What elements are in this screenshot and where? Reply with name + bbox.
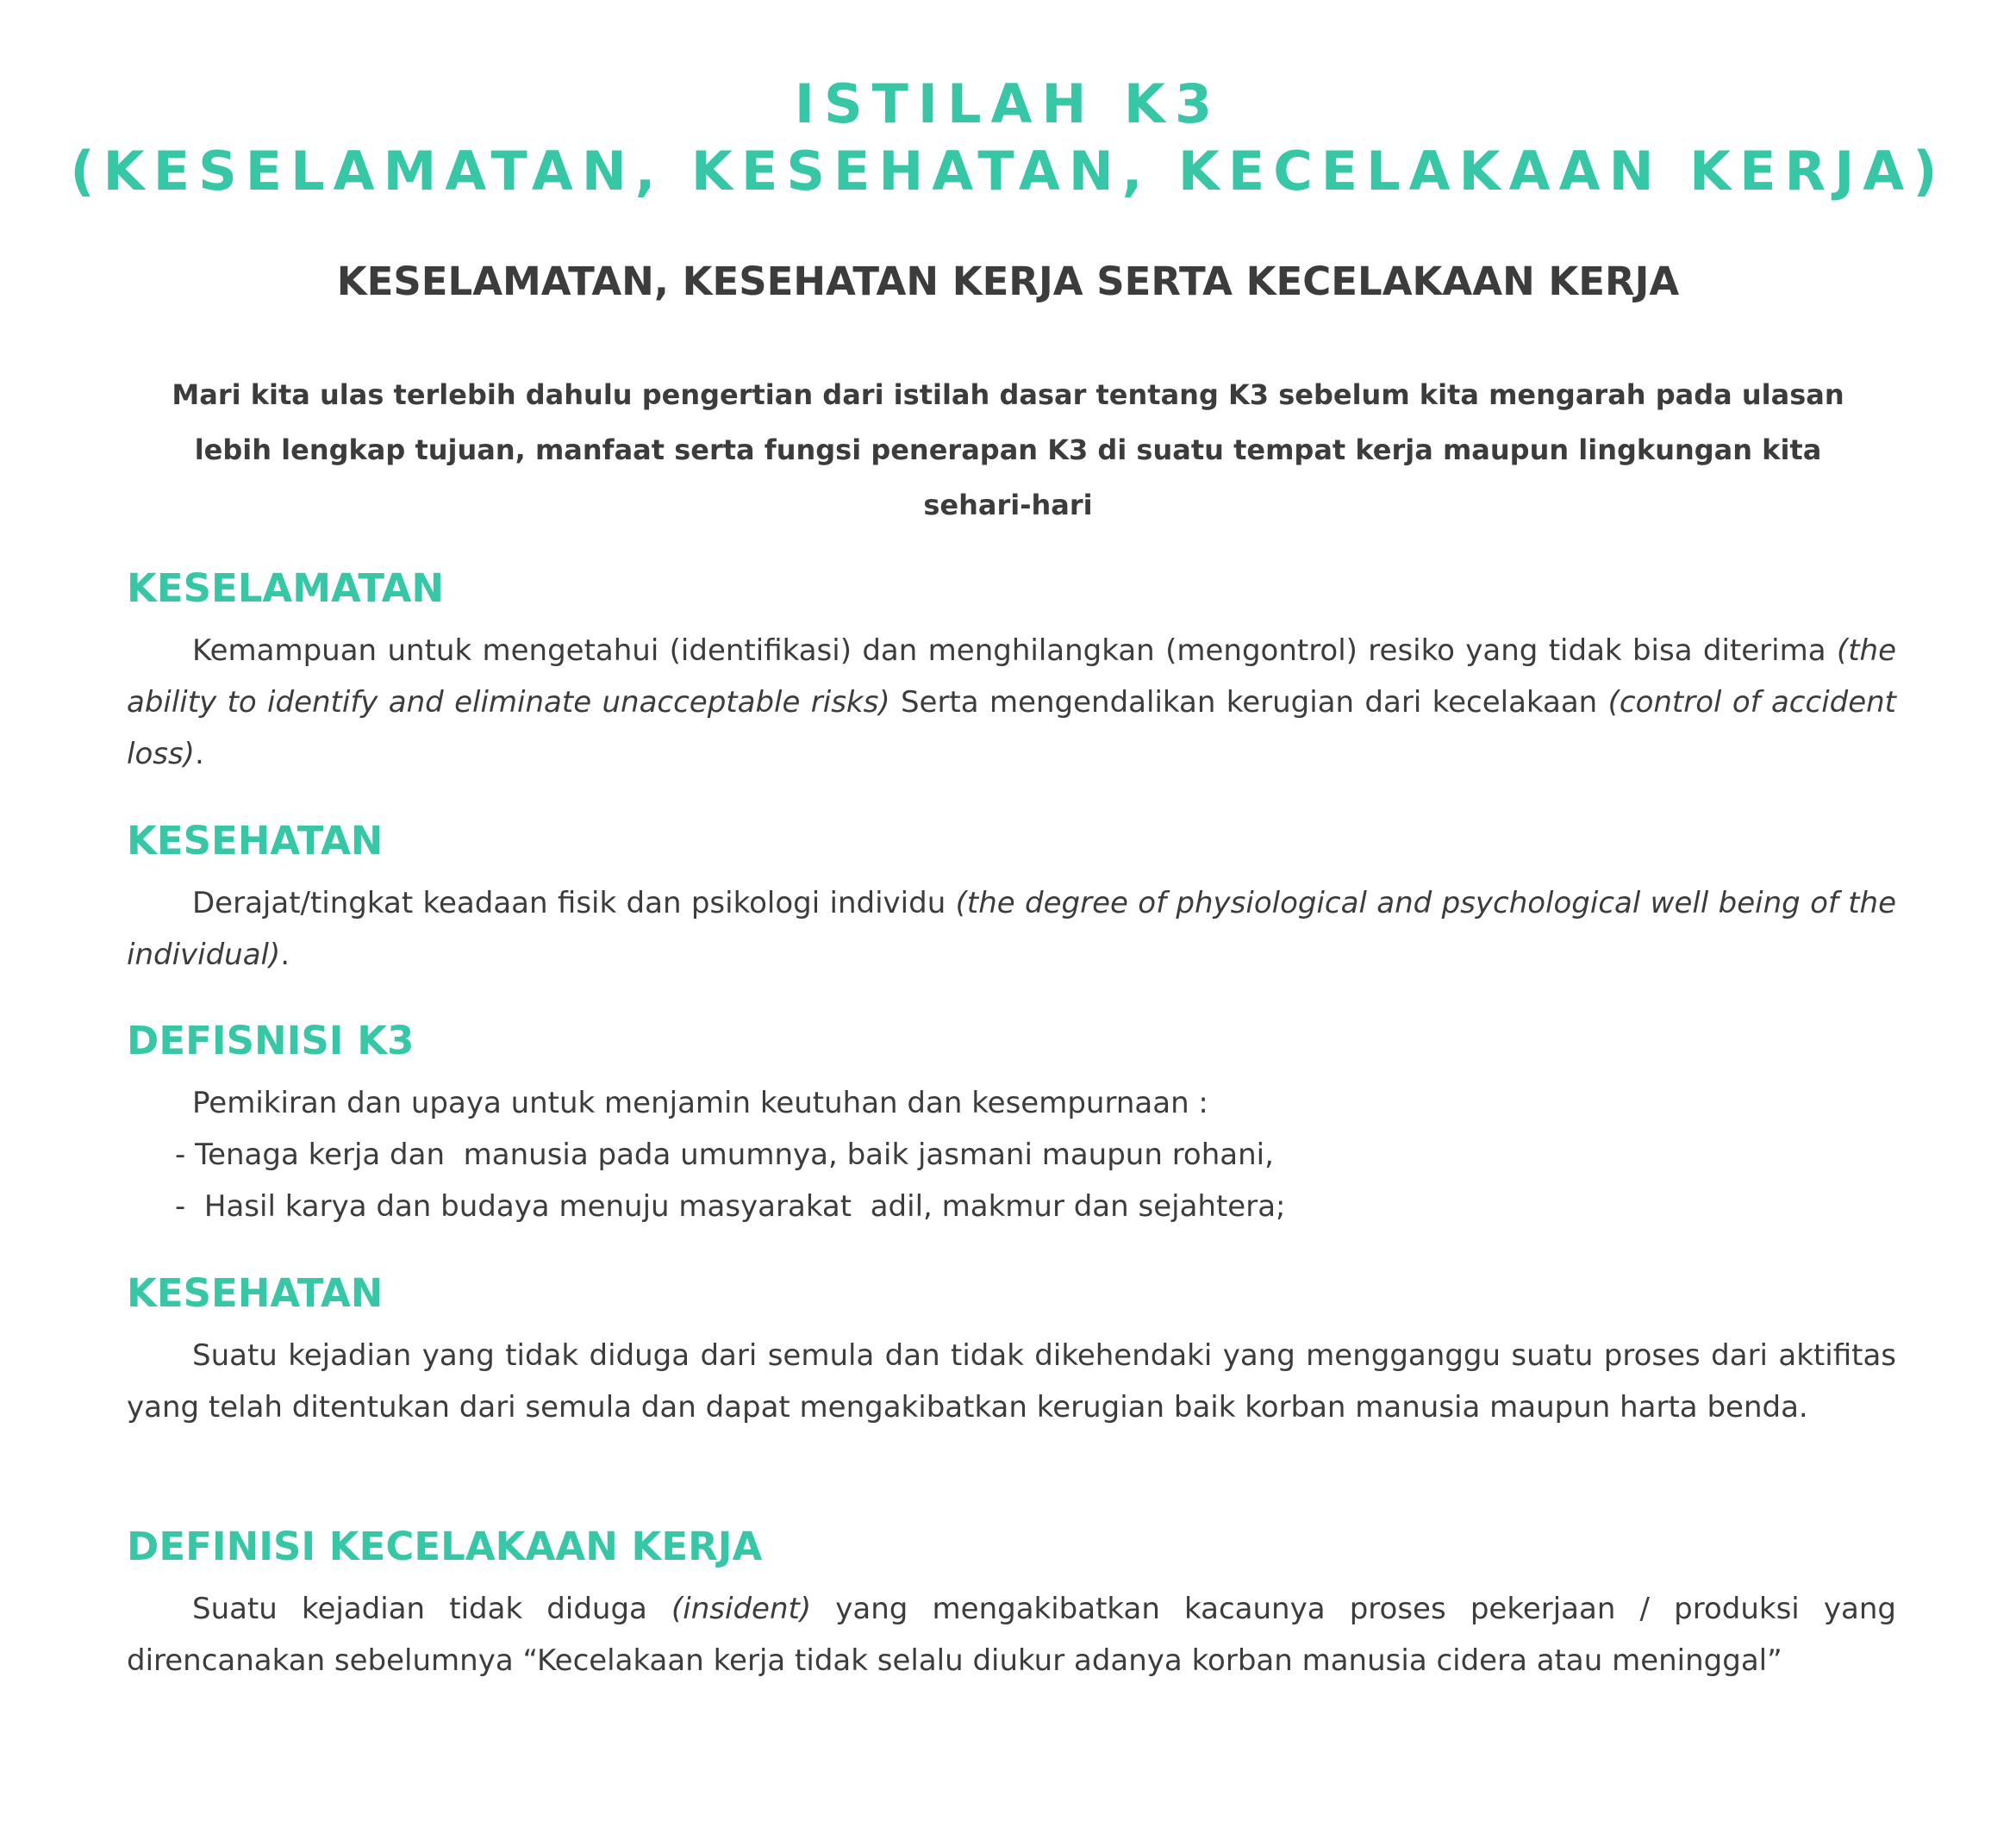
title-line-1: ISTILAH K3 — [794, 72, 1222, 135]
body-italic: (the degree of physiological and psychological well being of the individual) — [127, 886, 1897, 972]
section-heading: DEFISNISI K3 — [127, 1018, 415, 1063]
section-heading: KESEHATAN — [127, 1270, 384, 1316]
body-text: Serta mengendalikan kerugian dari kecelakaan — [889, 685, 1608, 720]
section-heading: KESELAMATAN — [127, 565, 445, 611]
section-keselamatan — [127, 565, 1897, 780]
body-text: . — [194, 737, 204, 771]
section-heading: DEFINISI KECELAKAAN KERJA — [127, 1524, 763, 1569]
list-item: - Tenaga kerja dan manusia pada umumnya, baik jasmani maupun rohani, — [175, 1138, 1274, 1172]
section-kesehatan-2 — [127, 1270, 1896, 1433]
section-heading: KESEHATAN — [127, 818, 384, 864]
section-body — [127, 1583, 1896, 1686]
title-line-2: (KESELAMATAN, KESEHATAN, KECELAKAAN KERJA) — [70, 140, 1946, 203]
body-text: yang mengakibatkan kacaunya proses pekerjaan / produksi yang direncanakan sebelumnya “Kecelakaan kerja tidak selalu diukur adanya korban manusia cidera atau meninggal” — [127, 1592, 1897, 1678]
body-text: Suatu kejadian tidak diduga — [192, 1592, 672, 1626]
body-italic: (insident) — [671, 1592, 812, 1626]
list-item: - Hasil karya dan budaya menuju masyarakat adil, makmur dan sejahtera; — [175, 1189, 1286, 1224]
body-text: Kemampuan untuk mengetahui (identifikasi) dan menghilangkan (mengontrol) resiko yang tidak bisa diterima — [192, 633, 1837, 668]
body-italic: (the ability to identify and eliminate unacceptable risks) — [127, 633, 1896, 720]
subtitle: KESELAMATAN, KESEHATAN KERJA SERTA KECELAKAAN KERJA — [336, 259, 1680, 304]
intro-paragraph: Mari kita ulas terlebih dahulu pengertian dari istilah dasar tentang K3 sebelum kita mengarah pada ulasan lebih lengkap tujuan, manfaat serta fungsi penerapan K3 di suatu tempat kerja maupun lingkungan kita sehari-hari — [172, 378, 1844, 521]
section-definisi-k3 — [127, 1018, 1896, 1232]
body-italic: (control of accident loss) — [127, 685, 1897, 771]
list-intro: Pemikiran dan upaya untuk menjamin keutuhan dan kesempurnaan : — [192, 1086, 1208, 1120]
section-body — [127, 625, 1896, 780]
section-definisi-kecelakaan-kerja — [127, 1524, 1897, 1686]
section-body — [127, 877, 1896, 981]
section-body: Suatu kejadian yang tidak diduga dari semula dan tidak dikehendaki yang mengganggu suatu proses dari aktifitas yang telah ditentukan dari semula dan dapat mengakibatkan kerugian baik korban manusia maupun harta benda. — [127, 1338, 1896, 1425]
body-text: . — [280, 938, 290, 972]
body-text: Derajat/tingkat keadaan fisik dan psikologi individu — [192, 886, 956, 920]
section-kesehatan — [127, 818, 1897, 981]
